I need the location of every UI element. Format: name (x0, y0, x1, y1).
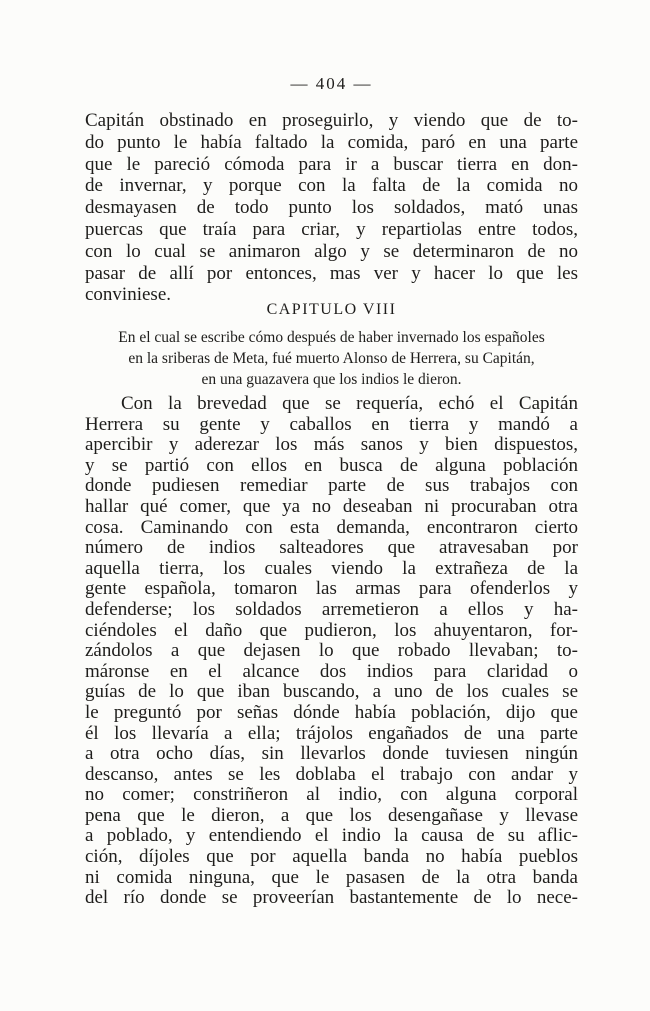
text-line: a poblado, y entendiendo el indio la causa de su aflic- (85, 825, 578, 847)
text-line: máronse en el alcance dos indios para claridad o (85, 660, 578, 682)
text-line: con lo cual se animaron algo y se determinaron de no (85, 240, 578, 262)
text-line: Con la brevedad que se requería, echó el Capitán (121, 393, 578, 414)
text-line: ni comida ninguna, que le pasasen de la otra banda (85, 866, 578, 888)
page-number: — 404 — (290, 74, 373, 93)
text-line: y se partió con ellos en busca de alguna población (85, 454, 578, 476)
text-line: guías de lo que iban buscando, a uno de los cuales se (85, 681, 578, 703)
text-line: do punto le había faltado la comida, paró en una parte (85, 131, 578, 153)
text-line: donde pudiesen remediar parte de sus trabajos con (85, 475, 578, 497)
text-line: ciéndoles el daño que pudieron, los ahuyentaron, for- (85, 619, 578, 641)
text-line: a otra ocho días, sin llevarlos donde tuviesen ningún (85, 743, 578, 765)
text-line: ción, díjoles que por aquella banda no había pueblos (85, 846, 578, 868)
text-line: hallar qué comer, que ya no deseaban ni procuraban otra (85, 495, 578, 517)
text-line: de invernar, y porque con la falta de la comida no (85, 175, 578, 197)
text-line: gente española, tomaron las armas para ofenderlos y (85, 578, 578, 600)
paragraph-continuation (85, 110, 578, 306)
subtitle-line: En el cual se escribe cómo después de haber invernado los españoles (118, 329, 545, 346)
paragraph-main (85, 394, 578, 909)
text-line: defenderse; los soldados arremetieron a ellos y ha- (85, 598, 578, 620)
text-line: apercibir y aderezar los más sanos y bien dispuestos, (85, 434, 578, 456)
text-line: del río donde se proveerían bastantemente de lo nece- (85, 887, 578, 909)
text-line: aquella tierra, los cuales viendo la extrañeza de la (85, 557, 578, 579)
text-line: conviniese. (85, 284, 172, 306)
text-line: cosa. Caminando con esta demanda, encontraron cierto (85, 516, 578, 538)
text-line: Herrera su gente y caballos en tierra y mandó a (85, 413, 578, 435)
text-line: zándolos a que dejasen lo que robado llevaban; to- (85, 640, 578, 662)
text-line: no comer; constriñeron al indio, con alguna corporal (85, 784, 578, 806)
text-line: puercas que traía para criar, y repartiolas entre todos, (85, 218, 578, 240)
text-line: descanso, antes se les doblaba el trabajo con andar y (85, 763, 578, 785)
chapter-heading: CAPITULO VIII (266, 301, 397, 318)
text-line: le preguntó por señas dónde había población, dijo que (85, 701, 578, 723)
subtitle-line: en una guazavera que los indios le dieron. (201, 371, 462, 388)
text-line: desmayasen de todo punto los soldados, mató unas (85, 197, 578, 219)
text-line: pena que le dieron, a que los desengañase y llevase (85, 804, 578, 826)
text-line: que le pareció cómoda para ir a buscar tierra en don- (85, 153, 578, 175)
text-line: él los llevaría a ella; trájolos engañados de una parte (85, 722, 578, 744)
subtitle-line: en la sriberas de Meta, fué muerto Alonso de Herrera, su Capitán, (128, 350, 535, 367)
text-line: número de indios salteadores que atravesaban por (85, 537, 578, 559)
chapter-subtitle (85, 327, 578, 390)
text-line: Capitán obstinado en proseguirlo, y viendo que de to- (85, 110, 578, 131)
text-line: pasar de allí por entonces, mas ver y hacer lo que les (85, 262, 578, 284)
